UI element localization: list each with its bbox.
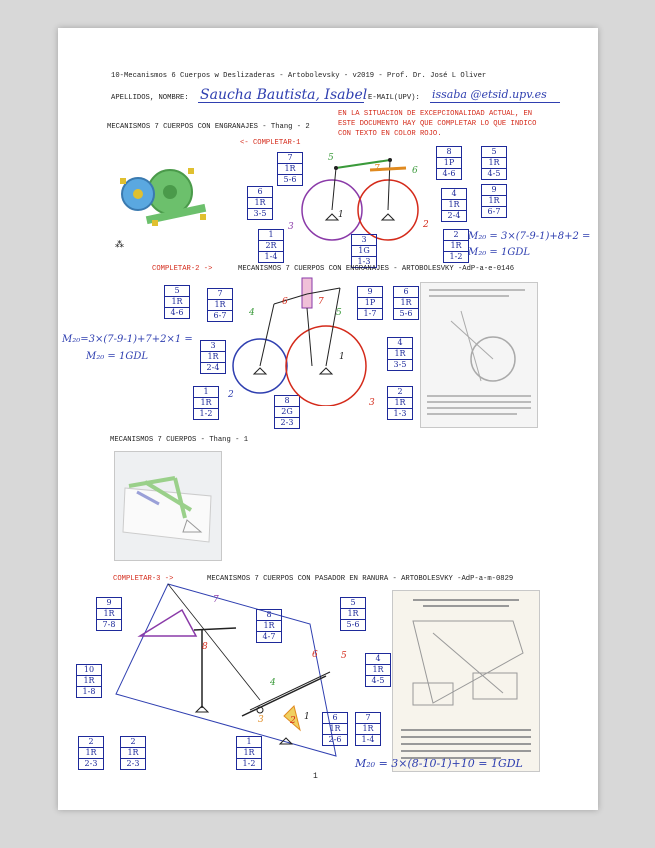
- formula-1: M₂₀ = 3×(7-9-1)+8+2 =: [468, 231, 591, 242]
- pair-box: 6 1R 2-6: [322, 712, 348, 746]
- s4-label-2: 2: [290, 716, 296, 726]
- formula-2: M₂₀=3×(7-9-1)+7+2×1 =: [62, 334, 193, 345]
- section2-completar: COMPLETAR-2 ->: [152, 265, 213, 273]
- s4-label-7: 7: [213, 595, 219, 605]
- s1-label-6: 6: [412, 166, 418, 176]
- s1-label-7: 7: [374, 164, 380, 174]
- section4-completar: COMPLETAR-3 ->: [113, 575, 174, 583]
- result-1: M₂₀ = 1GDL: [468, 247, 531, 258]
- page-number: 1: [313, 772, 318, 781]
- result-2: M₂₀ = 1GDL: [86, 351, 149, 362]
- pair-box: 6 1R 3-5: [247, 186, 273, 220]
- pair-box: 5 1R 4-6: [164, 285, 190, 319]
- pair-box: 7 1R 6-7: [207, 288, 233, 322]
- pair-box: 7 1R 5-6: [277, 152, 303, 186]
- s2-label-6: 6: [282, 297, 288, 307]
- s4-label-1: 1: [304, 712, 310, 722]
- axis-glyph: ⁂: [115, 240, 124, 250]
- reference-figure-0829: [392, 590, 540, 772]
- s2-label-5: 5: [336, 308, 342, 318]
- pair-box: 2 1R 1-3: [387, 386, 413, 420]
- section1-title: MECANISMOS 7 CUERPOS CON ENGRANAJES - Thang - 2: [107, 123, 310, 131]
- notice-line-3: CON TEXTO EN COLOR ROJO.: [338, 130, 442, 138]
- name-value: Saucha Bautista, Isabel: [200, 87, 368, 103]
- section1-completar: <- COMPLETAR-1: [240, 139, 301, 147]
- notice-line-2: ESTE DOCUMENTO HAY QUE COMPLETAR LO QUE INDICO: [338, 120, 537, 128]
- slot-mechanism-diagram: [110, 580, 350, 780]
- name-label: APELLIDOS, NOMBRE:: [111, 94, 189, 102]
- s2-label-7: 7: [318, 297, 324, 307]
- pair-box: 9 1R 7-8: [96, 597, 122, 631]
- pair-box: 9 1R 6-7: [481, 184, 507, 218]
- gear-model-photo: [112, 160, 220, 238]
- pair-box: 4 1R 4-5: [365, 653, 391, 687]
- s1-label-2: 2: [423, 220, 429, 230]
- section4-title: MECANISMOS 7 CUERPOS CON PASADOR EN RANURA - ARTOBOLESVKY -AdP-a-m-0829: [207, 575, 514, 583]
- s2-label-4: 4: [249, 308, 255, 318]
- pair-box: 8 2G 2-3: [274, 395, 300, 429]
- s1-label-3: 3: [288, 222, 294, 232]
- email-value: issaba @etsid.upv.es: [432, 88, 547, 101]
- pair-box: 1 2R 1-4: [258, 229, 284, 263]
- pair-box: 1 1R 1-2: [236, 736, 262, 770]
- s2-label-2: 2: [228, 390, 234, 400]
- pair-box: 2 1R 2-3: [120, 736, 146, 770]
- pair-box: 4 1R 3-5: [387, 337, 413, 371]
- s1-label-1: 1: [338, 210, 344, 220]
- s2-label-3: 3: [369, 398, 375, 408]
- pair-box: 3 1R 2-4: [200, 340, 226, 374]
- pair-box: 2 1R 1-2: [443, 229, 469, 263]
- pair-box: 8 1P 4-6: [436, 146, 462, 180]
- s4-label-5: 5: [341, 651, 347, 661]
- pair-box: 5 1R 4-5: [481, 146, 507, 180]
- thang-model-photo: [114, 451, 222, 561]
- gear-diagram-2: [228, 274, 378, 406]
- formula-3: M₂₀ = 3×(8-10-1)+10 = 1GDL: [355, 757, 523, 770]
- pair-box: 10 1R 1-8: [76, 664, 102, 698]
- section3-title: MECANISMOS 7 CUERPOS - Thang - 1: [110, 436, 249, 444]
- pair-box: 8 1R 4-7: [256, 609, 282, 643]
- pair-box: 6 1R 5-6: [393, 286, 419, 320]
- s1-label-5: 5: [328, 153, 334, 163]
- reference-figure-0146: [420, 282, 538, 428]
- section2-title: MECANISMOS 7 CUERPOS CON ENGRANAJES - ARTOBOLESVKY -AdP-a-e-0146: [238, 265, 515, 273]
- pair-box: 5 1R 5-6: [340, 597, 366, 631]
- pair-box: 3 1G 1-3: [351, 234, 377, 268]
- s4-label-8: 8: [202, 642, 208, 652]
- document-title: 10-Mecanismos 6 Cuerpos w Deslizaderas - Artobolevsky - v2019 - Prof. Dr. José L Oliver: [111, 72, 487, 80]
- s4-label-4: 4: [270, 678, 276, 688]
- s2-label-1: 1: [339, 352, 345, 362]
- pair-box: 2 1R 2-3: [78, 736, 104, 770]
- pair-box: 1 1R 1-2: [193, 386, 219, 420]
- pair-box: 4 1R 2-4: [441, 188, 467, 222]
- email-label: E-MAIL(UPV):: [368, 94, 420, 102]
- s4-label-6: 6: [312, 650, 318, 660]
- s4-label-3: 3: [258, 715, 264, 725]
- notice-line-1: EN LA SITUACION DE EXCEPCIONALIDAD ACTUAL, EN: [338, 110, 533, 118]
- pair-box: 9 1P 1-7: [357, 286, 383, 320]
- pair-box: 7 1R 1-4: [355, 712, 381, 746]
